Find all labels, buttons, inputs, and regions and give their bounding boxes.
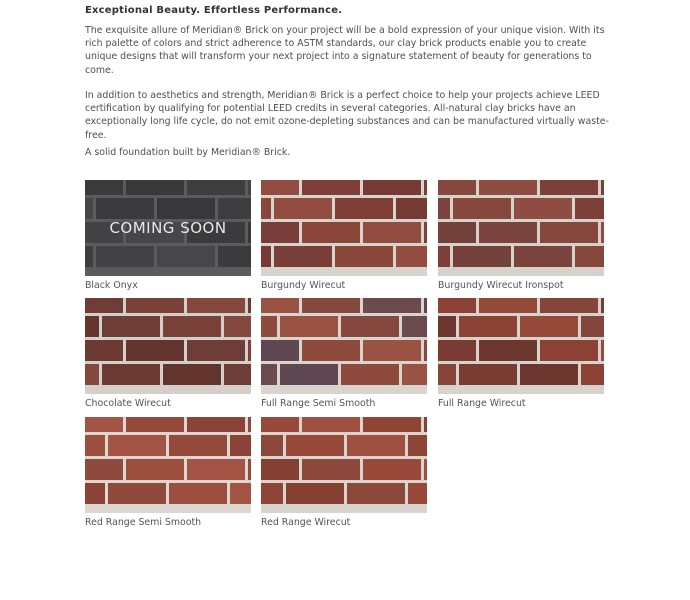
brick-pattern (85, 417, 251, 513)
brick (341, 316, 399, 337)
brick (169, 483, 227, 504)
page-headline: Exceptional Beauty. Effortless Performance. (85, 5, 343, 16)
brick (261, 435, 283, 456)
brick (453, 198, 511, 219)
brick-swatch-image[interactable] (85, 180, 251, 276)
brick (102, 316, 160, 337)
brick (261, 298, 299, 313)
brick (424, 340, 427, 361)
intro-paragraph-2: In addition to aesthetics and strength, Meridian® Brick is a perfect choice to help your projects achieve LEED certification by qualifying for potential LEED credits in several categories. All-natural clay bricks have an exceptionally long life cycle, do not emit ozone-depleting substances and can be manufactured virtually waste-free. (85, 90, 609, 141)
brick-caption[interactable]: Chocolate Wirecut (85, 398, 171, 409)
brick (540, 180, 598, 195)
brick (280, 316, 338, 337)
brick-tile-black-onyx[interactable] (85, 180, 251, 291)
brick (126, 459, 184, 480)
brick-caption[interactable]: Full Range Wirecut (438, 398, 526, 409)
brick (230, 483, 251, 504)
brick-pattern (261, 180, 427, 276)
brick (261, 364, 277, 385)
brick (187, 298, 245, 313)
brick (163, 316, 221, 337)
brick (408, 483, 427, 504)
brick-caption[interactable]: Black Onyx (85, 280, 138, 291)
brick (514, 198, 572, 219)
brick (363, 417, 421, 432)
brick (424, 222, 427, 243)
brick (187, 417, 245, 432)
brick-swatch-image[interactable] (261, 298, 427, 394)
brick (248, 459, 251, 480)
brick-tile-burgundy-wirecut-ironspot[interactable] (438, 180, 604, 291)
brick (575, 246, 604, 267)
brick (261, 417, 299, 432)
coming-soon-overlay: COMING SOON (109, 219, 227, 237)
brick (224, 364, 251, 385)
brick (126, 298, 184, 313)
brick (438, 222, 476, 243)
brick (274, 198, 332, 219)
brick-caption[interactable]: Red Range Semi Smooth (85, 517, 202, 528)
brick (601, 298, 604, 313)
brick-swatch-image[interactable] (438, 298, 604, 394)
brick (408, 435, 427, 456)
brick (261, 340, 299, 361)
brick (85, 417, 123, 432)
brick-tile-red-range-wirecut[interactable] (261, 417, 427, 528)
brick (347, 435, 405, 456)
brick-swatch-image[interactable] (85, 298, 251, 394)
brick-swatch-image[interactable] (438, 180, 604, 276)
brick (302, 180, 360, 195)
brick (453, 246, 511, 267)
brick (302, 340, 360, 361)
brick (438, 298, 476, 313)
brick (438, 246, 450, 267)
brick-caption[interactable]: Burgundy Wirecut Ironspot (438, 280, 564, 291)
brick-tile-chocolate-wirecut[interactable] (85, 298, 251, 409)
brick (363, 459, 421, 480)
brick (581, 364, 604, 385)
brick-pattern (85, 298, 251, 394)
brick (363, 340, 421, 361)
brick-caption[interactable]: Full Range Semi Smooth (261, 398, 376, 409)
brick (85, 298, 123, 313)
brick (396, 246, 427, 267)
brick (438, 180, 476, 195)
brick (302, 298, 360, 313)
brick-swatch-image[interactable] (85, 417, 251, 513)
brick-pattern (261, 417, 427, 513)
brick (108, 483, 166, 504)
brick (302, 222, 360, 243)
brick (438, 340, 476, 361)
brick (230, 435, 251, 456)
brick (335, 198, 393, 219)
brick (261, 316, 277, 337)
brick (85, 435, 105, 456)
brick (85, 340, 123, 361)
brick-swatch-image[interactable] (261, 180, 427, 276)
brick (126, 417, 184, 432)
brick (187, 459, 245, 480)
brick (85, 364, 99, 385)
brick (520, 364, 578, 385)
brick-tile-red-range-semi-smooth[interactable] (85, 417, 251, 528)
brick (424, 180, 427, 195)
brick (601, 340, 604, 361)
brick (363, 222, 421, 243)
brick (261, 246, 271, 267)
brick (248, 417, 251, 432)
intro-paragraph-1: The exquisite allure of Meridian® Brick on your project will be a bold expression of your unique vision. With its rich palette of colors and strict adherence to ASTM standards, our clay brick products enable you to create unique designs that will transform your next project into a signature statement of beauty for generations to come. (85, 25, 605, 76)
brick (540, 222, 598, 243)
brick (261, 459, 299, 480)
brick-caption[interactable]: Burgundy Wirecut (261, 280, 346, 291)
brick (85, 459, 123, 480)
brick (581, 316, 604, 337)
brick (108, 435, 166, 456)
brick (248, 298, 251, 313)
brick (224, 316, 251, 337)
brick (126, 340, 184, 361)
brick (274, 246, 332, 267)
brick-swatch-image[interactable] (261, 417, 427, 513)
brick (601, 222, 604, 243)
brick (261, 222, 299, 243)
brick (540, 340, 598, 361)
brick (363, 298, 421, 313)
brick (347, 483, 405, 504)
brick-caption[interactable]: Red Range Wirecut (261, 517, 351, 528)
brick (280, 364, 338, 385)
brick (438, 198, 450, 219)
brick (163, 364, 221, 385)
brick (459, 316, 517, 337)
brick (424, 298, 427, 313)
brick (479, 298, 537, 313)
brick (335, 246, 393, 267)
brick-pattern (438, 298, 604, 394)
brick-pattern (261, 298, 427, 394)
brick (402, 364, 427, 385)
brick (286, 435, 344, 456)
brick (424, 417, 427, 432)
brick (438, 364, 456, 385)
brick (248, 340, 251, 361)
brick-pattern (438, 180, 604, 276)
brick-tile-full-range-semi-smooth[interactable] (261, 298, 427, 409)
brick (261, 198, 271, 219)
brick (302, 459, 360, 480)
brick (363, 180, 421, 195)
brick-tile-full-range-wirecut[interactable] (438, 298, 604, 409)
brick (261, 180, 299, 195)
brick (540, 298, 598, 313)
brick (102, 364, 160, 385)
brick (479, 180, 537, 195)
brick (438, 316, 456, 337)
brick (85, 483, 105, 504)
brick (85, 316, 99, 337)
brick (402, 316, 427, 337)
brick (169, 435, 227, 456)
brick (187, 340, 245, 361)
brick (520, 316, 578, 337)
brick (286, 483, 344, 504)
brick (514, 246, 572, 267)
brick (459, 364, 517, 385)
brick (341, 364, 399, 385)
tagline: A solid foundation built by Meridian® Brick. (85, 147, 291, 158)
brick (424, 459, 427, 480)
brick (396, 198, 427, 219)
brick-tile-burgundy-wirecut[interactable] (261, 180, 427, 291)
brick (261, 483, 283, 504)
brick (302, 417, 360, 432)
brick (479, 340, 537, 361)
brick (601, 180, 604, 195)
brick (479, 222, 537, 243)
brick (575, 198, 604, 219)
